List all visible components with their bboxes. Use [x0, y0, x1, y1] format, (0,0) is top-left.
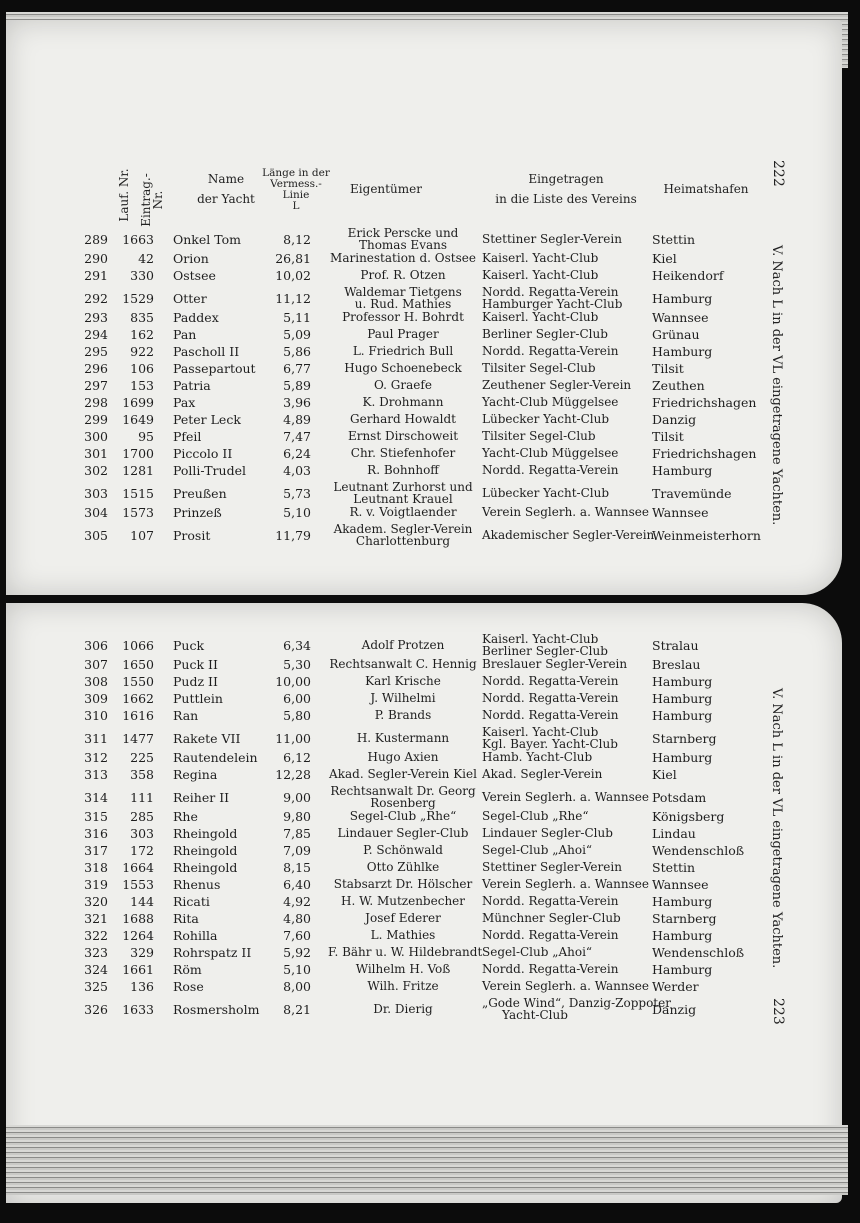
- cell-club: Kaiserl. Yacht-Club: [482, 268, 599, 282]
- page-number: 223: [770, 998, 786, 1025]
- cell-port: Zeuthen: [652, 378, 705, 393]
- cell-owner: Prof. R. Otzen: [360, 268, 446, 282]
- cell-eintrag: 303: [130, 826, 154, 841]
- cell-club: Lübecker Yacht-Club: [482, 412, 610, 426]
- cell-name: Orion: [173, 251, 209, 266]
- cell-owner: Akad. Segler-Verein Kiel: [329, 767, 477, 781]
- cell-eintrag: 162: [130, 327, 154, 342]
- cell-lauf: 298: [84, 395, 108, 410]
- cell-port: Hamburg: [652, 962, 713, 977]
- cell-length: 8,21: [283, 1002, 311, 1017]
- header-name: Name der Yacht: [197, 172, 255, 206]
- cell-length: 10,00: [275, 674, 311, 689]
- cell-port: Hamburg: [652, 708, 713, 723]
- cell-owner: Waldemar Tietgens: [344, 285, 462, 299]
- cell-port: Tilsit: [652, 361, 684, 376]
- cell-port: Stralau: [652, 638, 699, 653]
- cell-owner: Ernst Dirschoweit: [347, 429, 459, 443]
- cell-port: Potsdam: [652, 790, 707, 805]
- cell-eintrag: 1662: [122, 691, 154, 706]
- cell-eintrag: 1477: [122, 731, 154, 746]
- cell-owner: Segel-Club „Rhe“: [349, 809, 457, 823]
- cell-name: Puttlein: [173, 691, 223, 706]
- cell-eintrag: 42: [138, 251, 154, 266]
- cell-eintrag: 1066: [122, 638, 154, 653]
- cell-club: Nordd. Regatta-Verein: [482, 894, 619, 908]
- cell-eintrag: 1529: [122, 291, 154, 306]
- cell-owner: H. Kustermann: [356, 731, 450, 745]
- cell-owner: Karl Krische: [365, 674, 441, 688]
- cell-length: 5,10: [283, 962, 311, 977]
- cell-lauf: 322: [84, 928, 108, 943]
- cell-length: 8,00: [283, 979, 311, 994]
- cell-name: Prosit: [173, 528, 211, 543]
- cell-eintrag: 1700: [122, 446, 154, 461]
- page-number: 222: [770, 160, 786, 187]
- cell-name: Onkel Tom: [173, 232, 241, 247]
- cell-owner-line2: Thomas Evans: [358, 238, 448, 252]
- cell-eintrag: 285: [130, 809, 154, 824]
- cell-length: 9,00: [283, 790, 311, 805]
- cell-length: 6,00: [283, 691, 311, 706]
- cell-name: Rautendelein: [173, 750, 258, 765]
- cell-length: 4,03: [283, 463, 311, 478]
- cell-lauf: 318: [84, 860, 108, 875]
- book-edge-bottom: [6, 1125, 848, 1195]
- cell-eintrag: 1515: [122, 486, 154, 501]
- cell-port: Hamburg: [652, 750, 713, 765]
- cell-owner: Erick Perscke und: [347, 226, 459, 240]
- cell-club: Stettiner Segler-Verein: [482, 232, 622, 246]
- cell-owner: Wilhelm H. Voß: [355, 962, 451, 976]
- cell-lauf: 307: [84, 657, 108, 672]
- cell-name: Puck II: [173, 657, 218, 672]
- cell-eintrag: 1688: [122, 911, 154, 926]
- cell-eintrag: 329: [130, 945, 154, 960]
- cell-port: Kiel: [652, 767, 677, 782]
- cell-club: Yacht-Club Müggelsee: [482, 395, 619, 409]
- cell-port: Starnberg: [652, 911, 717, 926]
- cell-lauf: 312: [84, 750, 108, 765]
- cell-owner: Gerhard Howaldt: [350, 412, 456, 426]
- cell-name: Peter Leck: [173, 412, 241, 427]
- cell-length: 3,96: [283, 395, 311, 410]
- cell-eintrag: 1663: [122, 232, 154, 247]
- cell-owner: Dr. Dierig: [373, 1002, 433, 1016]
- cell-lauf: 321: [84, 911, 108, 926]
- cell-club: Nordd. Regatta-Verein: [482, 928, 619, 942]
- cell-lauf: 302: [84, 463, 108, 478]
- cell-owner: R. v. Voigtlaender: [349, 505, 457, 519]
- cell-name: Pfeil: [173, 429, 202, 444]
- cell-name: Piccolo II: [173, 446, 233, 461]
- cell-owner: L. Friedrich Bull: [352, 344, 454, 358]
- cell-length: 6,24: [283, 446, 311, 461]
- cell-name: Rosmersholm: [173, 1002, 260, 1017]
- cell-lauf: 296: [84, 361, 108, 376]
- cell-owner: J. Wilhelmi: [370, 691, 436, 705]
- cell-owner: Paul Prager: [367, 327, 439, 341]
- cell-name: Rhe: [173, 809, 198, 824]
- cell-name: Otter: [173, 291, 207, 306]
- cell-lauf: 314: [84, 790, 108, 805]
- header-lauf: Lauf. Nr.: [117, 168, 131, 222]
- running-title: V. Nach L in der VL eingetragene Yachten.: [769, 245, 784, 526]
- cell-length: 5,09: [283, 327, 311, 342]
- cell-length: 8,15: [283, 860, 311, 875]
- page-223: [6, 603, 842, 1203]
- cell-name: Paddex: [173, 310, 219, 325]
- cell-length: 4,89: [283, 412, 311, 427]
- cell-length: 7,47: [283, 429, 311, 444]
- cell-length: 11,79: [275, 528, 311, 543]
- cell-club-line2: Yacht-Club: [502, 1008, 568, 1022]
- cell-lauf: 319: [84, 877, 108, 892]
- cell-club: Nordd. Regatta-Verein: [482, 708, 619, 722]
- cell-lauf: 311: [84, 731, 108, 746]
- cell-lauf: 297: [84, 378, 108, 393]
- cell-lauf: 315: [84, 809, 108, 824]
- cell-port: Weinmeisterhorn: [652, 528, 761, 543]
- cell-lauf: 310: [84, 708, 108, 723]
- cell-length: 6,77: [283, 361, 311, 376]
- cell-club: Segel-Club „Ahoi“: [482, 843, 593, 857]
- cell-eintrag: 153: [130, 378, 154, 393]
- cell-length: 5,73: [283, 486, 311, 501]
- cell-owner: P. Brands: [374, 708, 432, 722]
- cell-name: Prinzeß: [173, 505, 222, 520]
- cell-eintrag: 1699: [122, 395, 154, 410]
- cell-length: 7,09: [283, 843, 311, 858]
- cell-eintrag: 1633: [122, 1002, 154, 1017]
- cell-club: Akademischer Segler-Verein: [482, 528, 655, 542]
- cell-eintrag: 172: [130, 843, 154, 858]
- cell-club: Kaiserl. Yacht-Club: [482, 251, 599, 265]
- cell-lauf: 305: [84, 528, 108, 543]
- cell-club: Verein Seglerh. a. Wannsee: [482, 790, 649, 804]
- cell-name: Pan: [173, 327, 197, 342]
- cell-club: Kaiserl. Yacht-Club: [482, 632, 599, 646]
- cell-port: Königsberg: [652, 809, 725, 824]
- cell-name: Ran: [173, 708, 199, 723]
- cell-club-line2: Hamburger Yacht-Club: [482, 297, 623, 311]
- cell-lauf: 320: [84, 894, 108, 909]
- cell-club: Kaiserl. Yacht-Club: [482, 725, 599, 739]
- cell-length: 12,28: [275, 767, 311, 782]
- cell-name: Rheingold: [173, 860, 238, 875]
- cell-club: Nordd. Regatta-Verein: [482, 344, 619, 358]
- cell-owner: Adolf Protzen: [361, 638, 445, 652]
- cell-length: 6,40: [283, 877, 311, 892]
- cell-club: Breslauer Segler-Verein: [482, 657, 628, 671]
- cell-club: Yacht-Club Müggelsee: [482, 446, 619, 460]
- cell-owner: Wilh. Fritze: [367, 979, 439, 993]
- cell-port: Lindau: [652, 826, 696, 841]
- cell-name: Preußen: [173, 486, 227, 501]
- cell-port: Friedrichshagen: [652, 446, 757, 461]
- cell-owner: Marinestation d. Ostsee: [330, 251, 476, 265]
- cell-name: Patria: [173, 378, 211, 393]
- cell-lauf: 316: [84, 826, 108, 841]
- cell-club: Verein Seglerh. a. Wannsee: [482, 877, 649, 891]
- cell-name: Rakete VII: [173, 731, 241, 746]
- cell-length: 4,80: [283, 911, 311, 926]
- cell-port: Heikendorf: [652, 268, 724, 283]
- cell-length: 11,12: [275, 291, 311, 306]
- cell-owner: Akadem. Segler-Verein: [333, 522, 473, 536]
- cell-owner: O. Graefe: [374, 378, 432, 392]
- cell-club: Lindauer Segler-Club: [482, 826, 613, 840]
- cell-club: Tilsiter Segel-Club: [482, 361, 596, 375]
- cell-club: Tilsiter Segel-Club: [482, 429, 596, 443]
- cell-port: Danzig: [652, 1002, 697, 1017]
- cell-club: Zeuthener Segler-Verein: [482, 378, 632, 392]
- cell-name: Reiher II: [173, 790, 230, 805]
- cell-eintrag: 1281: [122, 463, 154, 478]
- cell-lauf: 299: [84, 412, 108, 427]
- cell-length: 4,92: [283, 894, 311, 909]
- cell-name: Rheingold: [173, 826, 238, 841]
- cell-owner-line2: Charlottenburg: [355, 534, 451, 548]
- cell-eintrag: 1616: [122, 708, 154, 723]
- cell-owner-line2: Rosenberg: [370, 796, 436, 810]
- cell-name: Rose: [173, 979, 204, 994]
- cell-eintrag: 106: [130, 361, 154, 376]
- cell-eintrag: 1650: [122, 657, 154, 672]
- cell-port: Breslau: [652, 657, 701, 672]
- cell-port: Stettin: [652, 232, 696, 247]
- cell-lauf: 300: [84, 429, 108, 444]
- header-eintrag: Eintrag.- Nr.: [139, 173, 165, 227]
- cell-name: Rita: [173, 911, 199, 926]
- cell-length: 5,92: [283, 945, 311, 960]
- cell-lauf: 309: [84, 691, 108, 706]
- cell-name: Regina: [173, 767, 218, 782]
- cell-eintrag: 330: [130, 268, 154, 283]
- header-length: Länge in der Vermess.- Linie L: [262, 167, 330, 212]
- cell-length: 11,00: [275, 731, 311, 746]
- cell-owner: F. Bähr u. W. Hildebrandt: [328, 945, 483, 959]
- cell-eintrag: 107: [130, 528, 154, 543]
- cell-port: Wannsee: [652, 877, 709, 892]
- cell-lauf: 290: [84, 251, 108, 266]
- cell-owner: Stabsarzt Dr. Hölscher: [333, 877, 473, 891]
- cell-club-line2: Berliner Segler-Club: [482, 644, 608, 658]
- cell-name: Passepartout: [173, 361, 256, 376]
- cell-lauf: 289: [84, 232, 108, 247]
- cell-owner-line2: u. Rud. Mathies: [354, 297, 452, 311]
- cell-eintrag: 144: [130, 894, 154, 909]
- cell-club: Segel-Club „Ahoi“: [482, 945, 593, 959]
- cell-port: Hamburg: [652, 463, 713, 478]
- cell-name: Röm: [173, 962, 202, 977]
- cell-owner: Hugo Schoenebeck: [344, 361, 462, 375]
- cell-length: 10,02: [275, 268, 311, 283]
- cell-lauf: 293: [84, 310, 108, 325]
- cell-name: Pascholl II: [173, 344, 240, 359]
- cell-club-line2: Kgl. Bayer. Yacht-Club: [482, 737, 618, 751]
- cell-lauf: 292: [84, 291, 108, 306]
- cell-length: 5,11: [283, 310, 311, 325]
- cell-club: Kaiserl. Yacht-Club: [482, 310, 599, 324]
- cell-name: Rohrspatz II: [173, 945, 252, 960]
- cell-port: Hamburg: [652, 674, 713, 689]
- cell-eintrag: 1264: [122, 928, 154, 943]
- cell-club: Nordd. Regatta-Verein: [482, 962, 619, 976]
- cell-lauf: 308: [84, 674, 108, 689]
- cell-length: 6,34: [283, 638, 311, 653]
- cell-owner: R. Bohnhoff: [367, 463, 439, 477]
- cell-lauf: 313: [84, 767, 108, 782]
- cell-length: 6,12: [283, 750, 311, 765]
- cell-owner: P. Schönwald: [363, 843, 443, 857]
- cell-eintrag: 95: [138, 429, 154, 444]
- cell-length: 8,12: [283, 232, 311, 247]
- cell-lauf: 294: [84, 327, 108, 342]
- cell-owner: Otto Zühlke: [366, 860, 440, 874]
- cell-owner: Josef Ederer: [365, 911, 441, 925]
- cell-club: Lübecker Yacht-Club: [482, 486, 610, 500]
- cell-lauf: 324: [84, 962, 108, 977]
- cell-club: Münchner Segler-Club: [482, 911, 621, 925]
- cell-club: Segel-Club „Rhe“: [482, 809, 589, 823]
- cell-port: Hamburg: [652, 894, 713, 909]
- cell-name: Rohilla: [173, 928, 218, 943]
- header-club: Eingetragen in die Liste des Vereins: [495, 172, 637, 206]
- cell-lauf: 325: [84, 979, 108, 994]
- cell-port: Stettin: [652, 860, 696, 875]
- cell-port: Hamburg: [652, 291, 713, 306]
- cell-owner: Rechtsanwalt Dr. Georg: [330, 784, 476, 798]
- cell-club: Hamb. Yacht-Club: [482, 750, 593, 764]
- cell-club: Nordd. Regatta-Verein: [482, 674, 619, 688]
- cell-club: Nordd. Regatta-Verein: [482, 285, 619, 299]
- cell-length: 5,89: [283, 378, 311, 393]
- cell-owner-line2: Leutnant Krauel: [353, 492, 453, 506]
- cell-club: Nordd. Regatta-Verein: [482, 463, 619, 477]
- cell-length: 5,80: [283, 708, 311, 723]
- cell-name: Ricati: [173, 894, 210, 909]
- cell-name: Puck: [173, 638, 205, 653]
- cell-eintrag: 1649: [122, 412, 154, 427]
- cell-lauf: 295: [84, 344, 108, 359]
- cell-club: Stettiner Segler-Verein: [482, 860, 622, 874]
- cell-length: 9,80: [283, 809, 311, 824]
- cell-owner: L. Mathies: [370, 928, 436, 942]
- cell-owner: Professor H. Bohrdt: [342, 310, 464, 324]
- cell-length: 5,10: [283, 505, 311, 520]
- header-owner: Eigentümer: [350, 182, 422, 196]
- cell-club: Berliner Segler-Club: [482, 327, 608, 341]
- cell-name: Pax: [173, 395, 196, 410]
- running-title: V. Nach L in der VL eingetragene Yachten.: [769, 688, 784, 969]
- cell-port: Wendenschloß: [652, 945, 745, 960]
- cell-owner: K. Drohmann: [362, 395, 444, 409]
- cell-port: Hamburg: [652, 928, 713, 943]
- cell-name: Pudz II: [173, 674, 218, 689]
- cell-lauf: 323: [84, 945, 108, 960]
- cell-owner: Lindauer Segler-Club: [337, 826, 469, 840]
- cell-lauf: 306: [84, 638, 108, 653]
- cell-owner: H. W. Mutzenbecher: [340, 894, 466, 908]
- cell-lauf: 303: [84, 486, 108, 501]
- cell-club: Verein Seglerh. a. Wannsee: [482, 979, 649, 993]
- cell-eintrag: 1550: [122, 674, 154, 689]
- header-port: Heimatshafen: [663, 182, 749, 196]
- cell-port: Tilsit: [652, 429, 684, 444]
- cell-port: Kiel: [652, 251, 677, 266]
- cell-owner: Chr. Stiefenhofer: [350, 446, 456, 460]
- cell-eintrag: 1553: [122, 877, 154, 892]
- cell-port: Friedrichshagen: [652, 395, 757, 410]
- cell-port: Travemünde: [652, 486, 732, 501]
- cell-name: Rheingold: [173, 843, 238, 858]
- cell-port: Danzig: [652, 412, 697, 427]
- cell-lauf: 317: [84, 843, 108, 858]
- cell-name: Rhenus: [173, 877, 221, 892]
- cell-length: 5,30: [283, 657, 311, 672]
- cell-port: Grünau: [652, 327, 700, 342]
- cell-lauf: 291: [84, 268, 108, 283]
- cell-port: Hamburg: [652, 691, 713, 706]
- cell-name: Ostsee: [173, 268, 216, 283]
- cell-port: Wendenschloß: [652, 843, 745, 858]
- cell-eintrag: 1661: [122, 962, 154, 977]
- cell-port: Hamburg: [652, 344, 713, 359]
- cell-club: Akad. Segler-Verein: [482, 767, 603, 781]
- cell-length: 7,60: [283, 928, 311, 943]
- cell-eintrag: 835: [130, 310, 154, 325]
- cell-port: Wannsee: [652, 310, 709, 325]
- cell-eintrag: 358: [130, 767, 154, 782]
- cell-name: Polli-Trudel: [173, 463, 246, 478]
- cell-length: 7,85: [283, 826, 311, 841]
- cell-owner: Hugo Axien: [367, 750, 439, 764]
- cell-port: Wannsee: [652, 505, 709, 520]
- cell-port: Starnberg: [652, 731, 717, 746]
- cell-eintrag: 1664: [122, 860, 154, 875]
- cell-club: Nordd. Regatta-Verein: [482, 691, 619, 705]
- cell-length: 26,81: [275, 251, 311, 266]
- page-222: [6, 20, 842, 595]
- cell-owner: Leutnant Zurhorst und: [333, 480, 473, 494]
- cell-port: Werder: [652, 979, 699, 994]
- cell-length: 5,86: [283, 344, 311, 359]
- cell-eintrag: 136: [130, 979, 154, 994]
- cell-eintrag: 922: [130, 344, 154, 359]
- cell-eintrag: 1573: [122, 505, 154, 520]
- cell-eintrag: 225: [130, 750, 154, 765]
- cell-lauf: 304: [84, 505, 108, 520]
- cell-club: „Gode Wind“, Danzig-Zoppoter: [482, 996, 671, 1010]
- cell-lauf: 326: [84, 1002, 108, 1017]
- cell-lauf: 301: [84, 446, 108, 461]
- cell-eintrag: 111: [130, 790, 154, 805]
- cell-club: Verein Seglerh. a. Wannsee: [482, 505, 649, 519]
- cell-owner: Rechtsanwalt C. Hennig: [329, 657, 477, 671]
